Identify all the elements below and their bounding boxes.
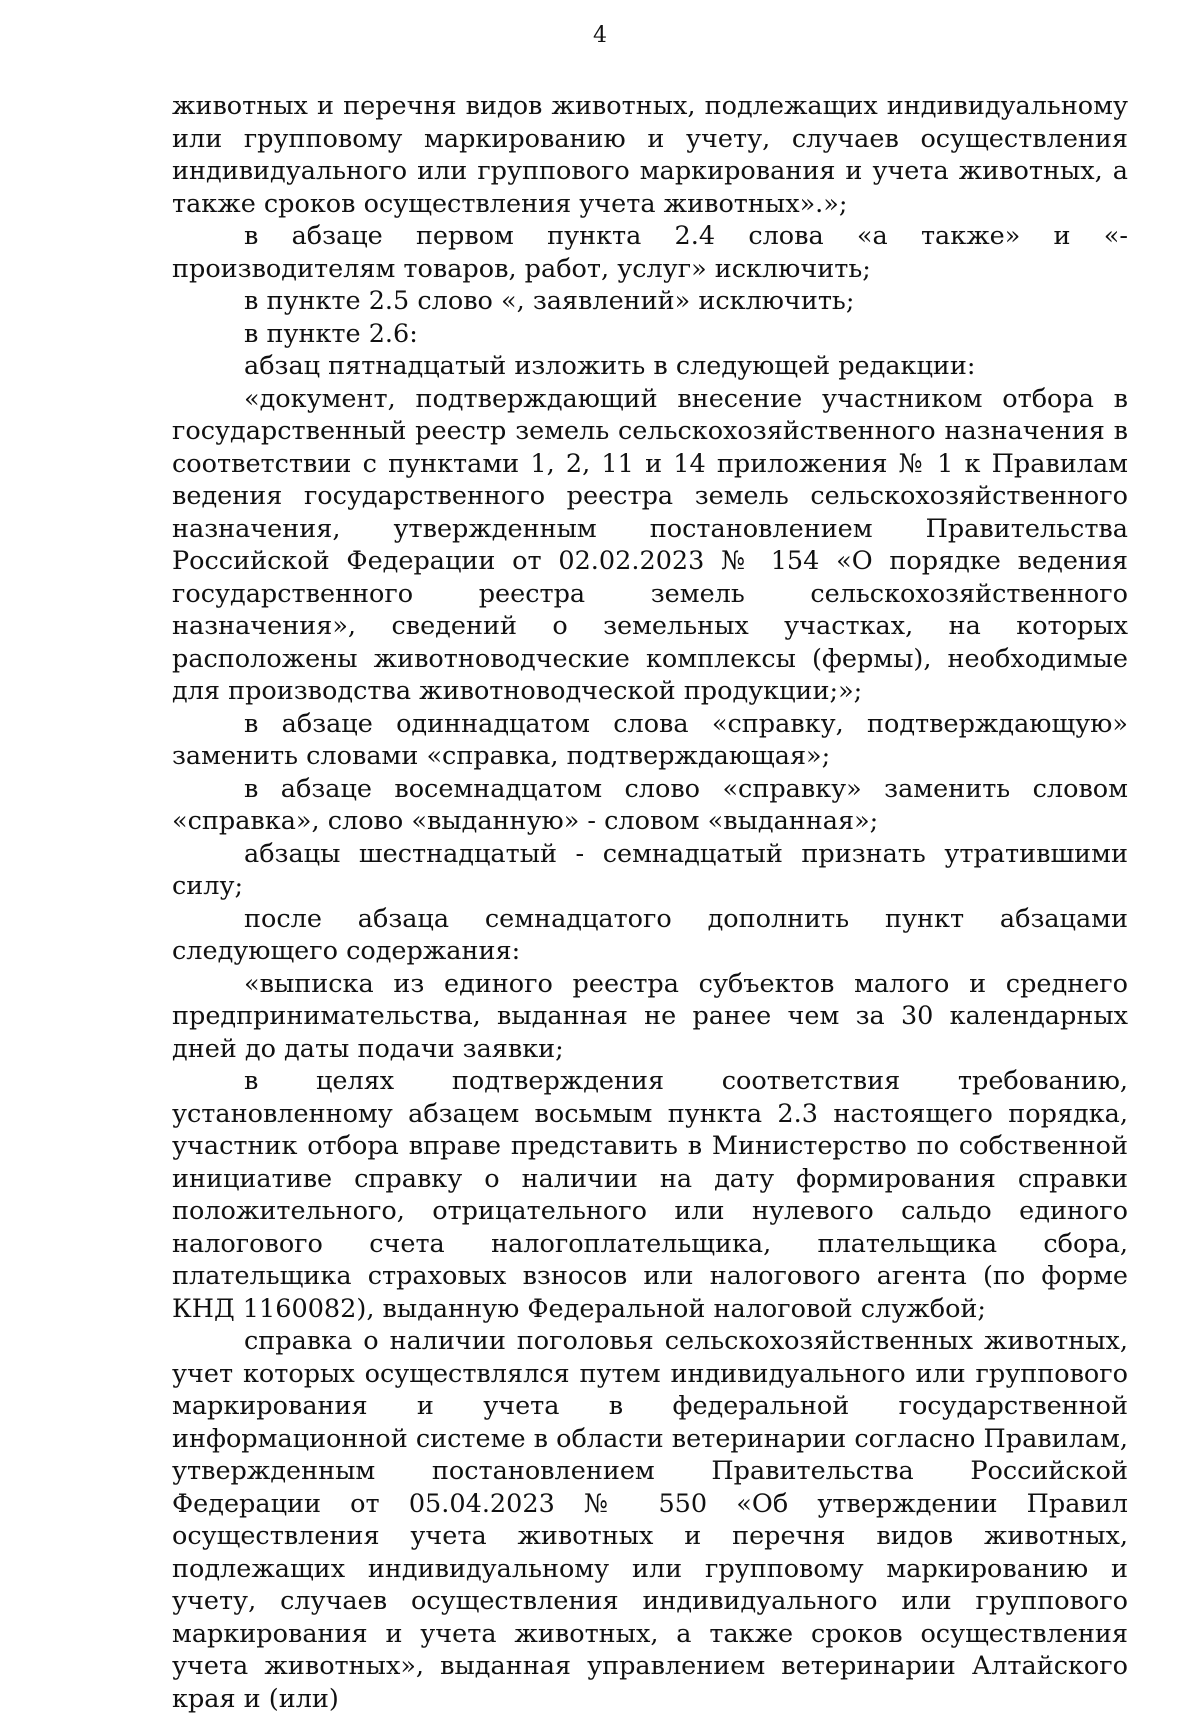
- document-paragraph: в абзаце одиннадцатом слова «справку, подтверждающую» заменить словами «справка, подтверждающая»;: [172, 708, 1128, 771]
- document-paragraph: «выписка из единого реестра субъектов малого и среднего предпринимательства, выданная не ранее чем за 30 календарных дней до даты подачи заявки;: [172, 968, 1128, 1064]
- document-paragraph: «документ, подтверждающий внесение участником отбора в государственный реестр земель сельскохозяйственного назначения в соответствии с пунктами 1, 2, 11 и 14 приложения № 1 к Правилам ведения государственного реестра земель сельскохозяйственного назначения, утвержденным постановлением Правительства Российской Федерации от 02.02.2023 № 154 «О порядке ведения государственного реестра земель сельскохозяйственного назначения», сведений о земельных участках, на которых расположены животноводческие комплексы (фермы), необходимые для производства животноводческой продукции;»;: [172, 383, 1128, 706]
- document-paragraph: справка о наличии поголовья сельскохозяйственных животных, учет которых осуществлялся путем индивидуального или группового маркирования и учета в федеральной государственной информационной системе в области ветеринарии согласно Правилам, утвержденным постановлением Правительства Российской Федерации от 05.04.2023 № 550 «Об утверждении Правил осуществления учета животных и перечня видов животных, подлежащих индивидуальному или групповому маркированию и учету, случаев осуществления индивидуального или группового маркирования и учета животных, а также сроков осуществления учета животных», выданная управлением ветеринарии Алтайского края и (или): [172, 1326, 1128, 1714]
- document-paragraph: в абзаце первом пункта 2.4 слова «а также» и «- производителям товаров, работ, услуг» исключить;: [172, 221, 1128, 284]
- page-number: 4: [593, 23, 607, 48]
- document-paragraph: абзац пятнадцатый изложить в следующей редакции:: [244, 351, 976, 381]
- document-paragraph: в абзаце восемнадцатом слово «справку» заменить словом «справка», слово «выданную» - словом «выданная»;: [172, 773, 1128, 836]
- document-paragraph: абзацы шестнадцатый - семнадцатый признать утратившими силу;: [172, 838, 1128, 901]
- document-paragraph: в пункте 2.5 слово «, заявлений» исключить;: [244, 286, 855, 316]
- document-paragraph: животных и перечня видов животных, подлежащих индивидуальному или групповому маркированию и учету, случаев осуществления индивидуального или группового маркирования и учета животных, а также сроков осуществления учета животных».»;: [172, 91, 1128, 219]
- document-paragraph: в целях подтверждения соответствия требованию, установленному абзацем восьмым пункта 2.3 настоящего порядка, участник отбора вправе представить в Министерство по собственной инициативе справку о наличии на дату формирования справки положительного, отрицательного или нулевого сальдо единого налогового счета налогоплательщика, плательщика сбора, плательщика страховых взносов или налогового агента (по форме КНД 1160082), выданную Федеральной налоговой службой;: [172, 1066, 1128, 1324]
- document-body: [172, 90, 1128, 1715]
- document-paragraph: после абзаца семнадцатого дополнить пункт абзацами следующего содержания:: [172, 903, 1128, 966]
- document-paragraph: в пункте 2.6:: [244, 318, 418, 349]
